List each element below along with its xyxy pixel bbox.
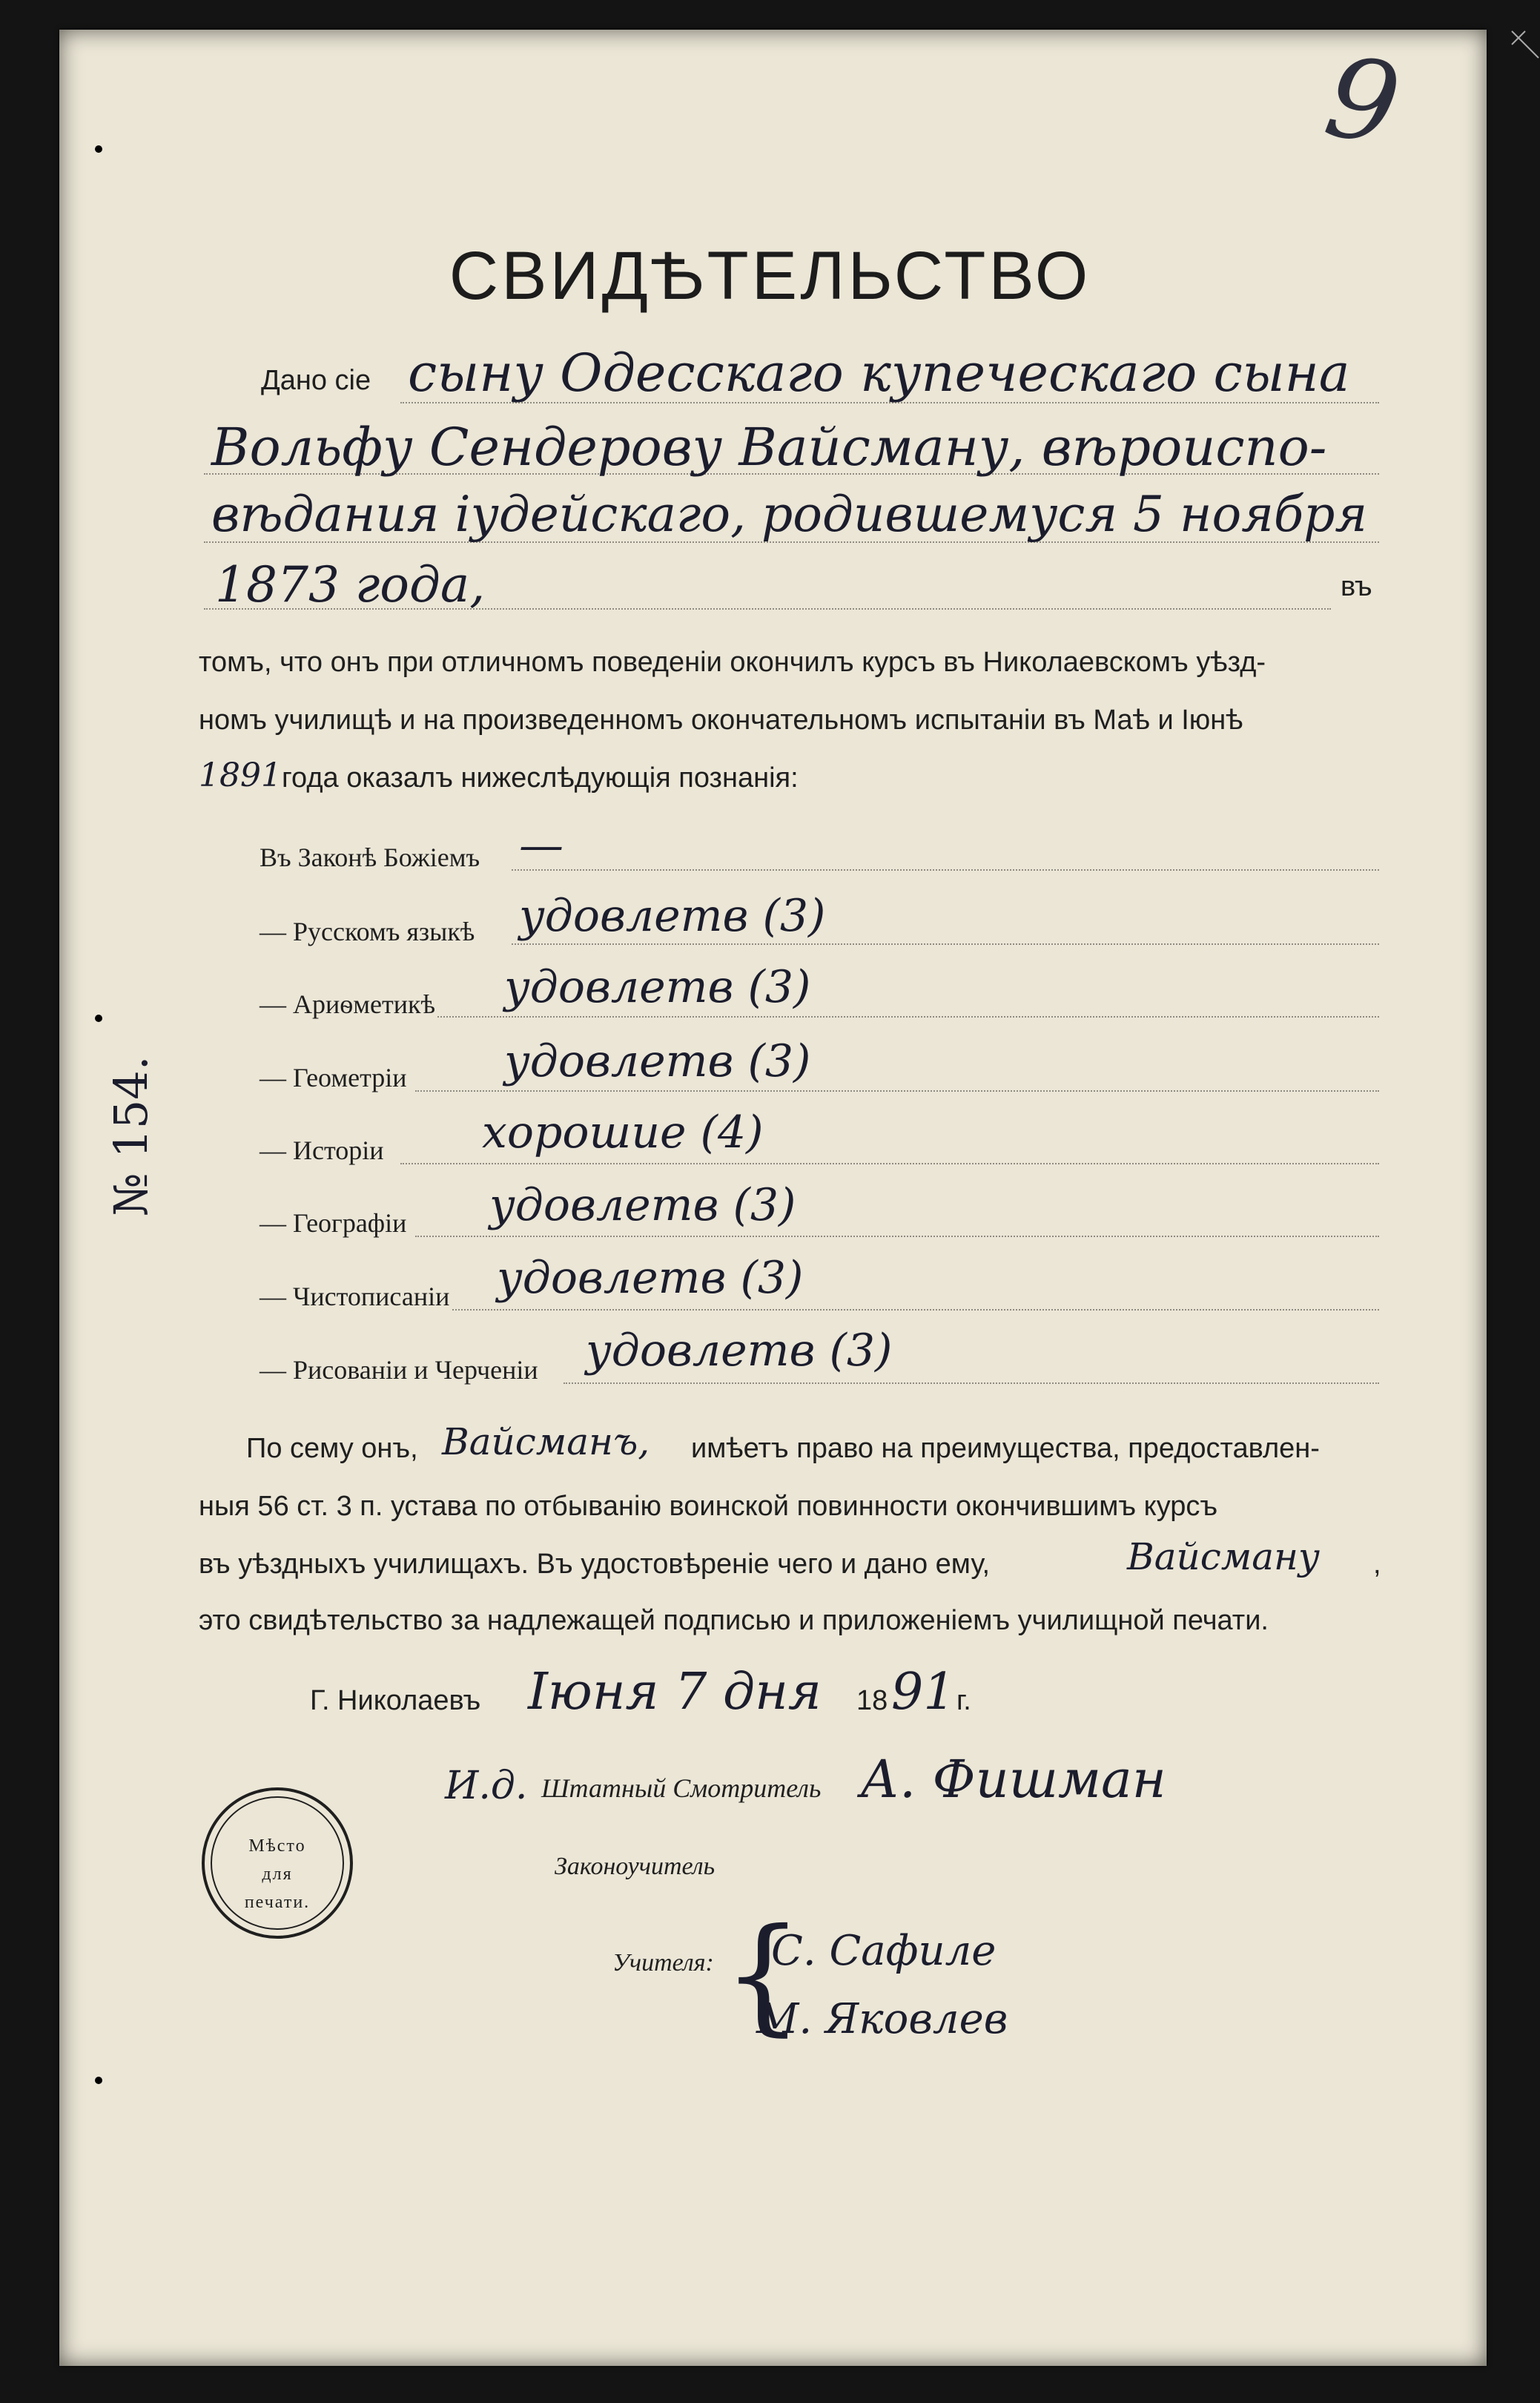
fill-line <box>415 1090 1379 1092</box>
holder-name-dative: Вайсману <box>1127 1535 1320 1578</box>
binding-hole <box>95 2077 102 2084</box>
seal-placeholder <box>202 1787 353 1939</box>
subject-grade: удовлетв (3) <box>504 961 811 1013</box>
recipient-line-1: сыну Одесскаго купеческаго сына <box>408 343 1350 403</box>
fill-line <box>437 1016 1379 1018</box>
subject-grade: удовлетв (3) <box>497 1252 804 1304</box>
teacher-signature-1: С. Сафиле <box>771 1927 997 1975</box>
catechist-label: Законоучитель <box>555 1853 716 1880</box>
fill-line <box>512 869 1379 871</box>
date-city: Г. Николаевъ <box>310 1685 481 1716</box>
line-end-word: въ <box>1341 571 1372 602</box>
archive-page-number: 9 <box>1316 32 1409 171</box>
exam-year: 1891 <box>199 756 282 794</box>
binding-hole <box>95 145 102 153</box>
subject-label: — Рисованiи и Черченiи <box>260 1355 538 1385</box>
subject-grade: удовлетв (3) <box>489 1179 796 1231</box>
subject-label: Въ Законѣ Божiемъ <box>260 843 480 872</box>
page-title: СВИДѢТЕЛЬСТВО <box>449 238 1091 314</box>
conclusion-line-1a: По сему онъ, <box>246 1433 418 1464</box>
subject-label: — Чистописанiи <box>260 1282 450 1311</box>
subject-grade: удовлетв (3) <box>519 890 826 942</box>
teachers-label: Учителя: <box>612 1949 714 1977</box>
seal-text-2: для <box>262 1865 293 1884</box>
holder-name: Вайсманъ, <box>442 1420 650 1463</box>
body-line-3: года оказалъ нижеслѣдующiя познанiя: <box>282 762 799 794</box>
recipient-line-2: Вольфу Сендерову Вайсману, вѣроиспо- <box>211 417 1327 478</box>
seal-text-1: Мѣсто <box>248 1836 306 1856</box>
subject-label: — Геометрiи <box>260 1063 407 1092</box>
binding-hole <box>95 1015 102 1022</box>
subject-grade: удовлетв (3) <box>504 1035 811 1087</box>
teacher-signature-2: М. Яковлев <box>756 1995 1008 2043</box>
subject-label: — Исторiи <box>260 1135 384 1165</box>
fill-line <box>415 1236 1379 1237</box>
body-line-2: номъ училищѣ и на произведенномъ окончательномъ испытанiи въ Маѣ и Iюнѣ <box>199 705 1243 736</box>
recipient-line-3: вѣдания іудейскаго, родившемуся 5 ноября <box>211 486 1368 543</box>
date-day-month: Iюня 7 дня <box>528 1663 822 1721</box>
subject-label: — Географiи <box>260 1208 407 1238</box>
subject-grade: — <box>519 820 564 871</box>
fill-line <box>452 1309 1379 1311</box>
fill-line <box>512 943 1379 945</box>
seal-text-3: печати. <box>244 1893 311 1912</box>
fill-line <box>564 1382 1379 1384</box>
subject-label: — Русскомъ языкѣ <box>260 917 475 946</box>
inspector-signature: А. Фишман <box>860 1749 1166 1810</box>
date-year: 91 <box>891 1663 956 1721</box>
page-corner-mark <box>1510 30 1540 59</box>
document-number: № 154. <box>104 1055 158 1216</box>
body-line-1: томъ, что онъ при отличномъ поведенiи окончилъ курсъ въ Николаевскомъ уѣзд- <box>199 647 1266 678</box>
conclusion-line-1b: имѣетъ право на преимущества, предоставлен- <box>691 1433 1320 1464</box>
conclusion-line-4: это свидѣтельство за надлежащей подписью и приложенiемъ училищной печати. <box>199 1605 1269 1636</box>
subject-grade: хорошие (4) <box>482 1107 764 1158</box>
subject-grade: удовлетв (3) <box>586 1325 893 1377</box>
recipient-line-4: 1873 года, <box>215 556 486 613</box>
date-year-prefix: 18 <box>856 1685 888 1716</box>
acting-abbrev: И.д. <box>445 1764 528 1808</box>
fill-line <box>400 1163 1379 1164</box>
conclusion-line-3b: , <box>1373 1549 1381 1580</box>
teachers-brace: { <box>723 1902 804 2048</box>
subject-label: — Ариѳметикѣ <box>260 989 436 1019</box>
conclusion-line-2: ныя 56 ст. 3 п. устава по отбыванiю воинской повинности окончившимъ курсъ <box>199 1491 1218 1522</box>
date-year-suffix: г. <box>956 1685 971 1716</box>
conclusion-line-3a: въ уѣздныхъ училищахъ. Въ удостовѣренiе чего и дано ему, <box>199 1549 991 1580</box>
inspector-label: Штатный Смотритель <box>541 1773 822 1803</box>
intro-text: Дано сіе <box>261 365 371 396</box>
